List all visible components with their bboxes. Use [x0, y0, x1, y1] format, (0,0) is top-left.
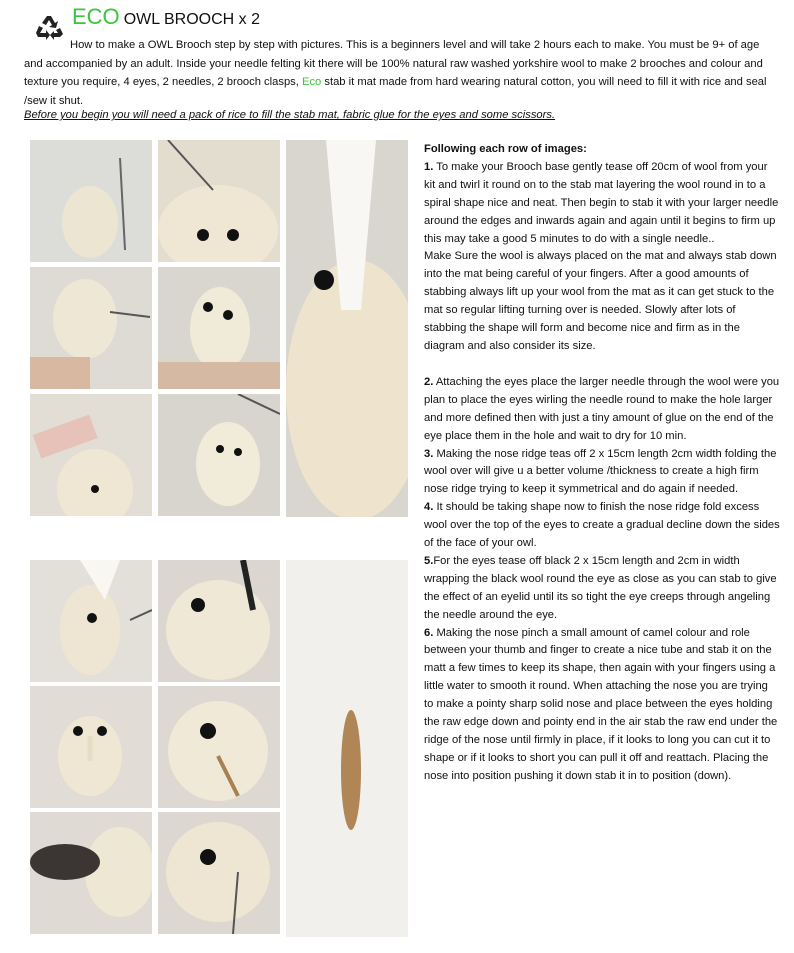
- intro-text-b: stab it mat made from hard wearing natural cotton, you will need to fill it with rice and seal /sew it shut.: [24, 76, 767, 107]
- step-4-text: It should be taking shape now to finish the nose ridge fold excess wool over the top of the eyes to create a gradual decline down the sides of the face of your owl.: [424, 501, 780, 550]
- step-photo-13: [30, 812, 152, 934]
- step-photo-2: [158, 140, 280, 262]
- step-5-number: 5.: [424, 554, 434, 567]
- step-photo-7: [158, 394, 280, 516]
- title-eco: ECO: [72, 4, 120, 29]
- step-5-text: For the eyes tease off black 2 x 15cm length and 2cm in width wrapping the black wool round the eye as close as you can stab to give the effect of an eyelid until its so tight the eye creeps through angeling the needle around the eye.: [424, 554, 777, 621]
- step-6-text: Making the nose pinch a small amount of camel colour and role between your thumb and finger to create a nice tube and stab it on the matt a few times to keep its shape, then again with your fingers using a little water to smooth it round. When attaching the nose you are trying to make a pointy sharp solid nose and place between the eyes holding the raw edge down and pointy end in the air stab the raw end under the ridge of the nose until firmly in place, if it looks to long you can cut it to shape or if it looks to short you can pull it off and reattach. Placing the nose into position pushing it down stab it in to position (down).: [424, 626, 778, 782]
- step-photo-4: [30, 267, 152, 389]
- step-photo-8: [30, 560, 152, 682]
- instructions-column: [424, 141, 780, 786]
- title-text: OWL BROOCH x 2: [123, 11, 260, 28]
- intro-text-a: How to make a OWL Brooch step by step with pictures. This is a beginners level and will take 2 hours each to make. You must be 9+ of age and accompanied by an adult. Inside your needle felting kit there will be 100% natural raw washed yorkshire wool to make 2 brooches and colour and texture you require, 4 eyes, 2 needles, 2 brooch clasps,: [24, 39, 763, 88]
- step-2-number: 2.: [424, 375, 434, 388]
- step-3-text: Making the nose ridge teas off 2 x 15cm length 2cm width folding the wool over will give u a better volume /thickness to create a high firm nose ridge trying to keep it symmetrical and do again if needed.: [424, 447, 777, 496]
- step-photo-1: [30, 140, 152, 262]
- step-photo-14: [158, 812, 280, 934]
- step-1-number: 1.: [424, 160, 434, 173]
- step-4-number: 4.: [424, 501, 434, 514]
- step-photo-11: [30, 686, 152, 808]
- step-2: [424, 374, 780, 446]
- step-photo-12: [158, 686, 280, 808]
- step-photo-3: [286, 140, 408, 517]
- intro-eco: Eco: [301, 76, 322, 88]
- step-3: [424, 446, 780, 500]
- intro-paragraph: [24, 36, 776, 110]
- step-4: [424, 499, 780, 553]
- step-6-number: 6.: [424, 626, 434, 639]
- step-1: [424, 159, 780, 249]
- step-photo-6: [30, 394, 152, 516]
- step-photo-10: [286, 560, 408, 937]
- step-5: [424, 553, 780, 625]
- warning-text: Before you begin you will need a pack of rice to fill the stab mat, fabric glue for the eyes and some scissors.: [24, 109, 556, 121]
- page-title: [72, 4, 260, 30]
- step-6: [424, 625, 780, 786]
- instructions-heading: Following each row of images:: [424, 143, 587, 155]
- step-1-text: To make your Brooch base gently tease off 20cm of wool from your kit and twirl it round on to the stab mat layering the wool round in to a spiral shape nice and neat. Then begin to stab it with your larger needle around the edges and inwards again and again until it begins to firm up this may take a good 5 minutes to do with a single needle..: [424, 160, 779, 245]
- step-photo-5: [158, 267, 280, 389]
- step-1-extra: Make Sure the wool is always placed on the mat and always stab down into the mat being careful of your fingers. After a good amounts of stabbing always lift up your wool from the mat as it can get stuck to the mat so regular lifting turning over is needed. Slowly after lots of stabbing the shape will form and become nice and firm as in the diagram and also consider its size.: [424, 250, 777, 352]
- step-photo-9: [158, 560, 280, 682]
- step-3-number: 3.: [424, 447, 434, 460]
- step-2-text: Attaching the eyes place the larger needle through the wool were you plan to place the eyes wirling the needle round to make the hole larger and more defined then with just a tiny amount of glue on the end of the eye place them in the hole and wait to dry for 10 min.: [424, 375, 780, 442]
